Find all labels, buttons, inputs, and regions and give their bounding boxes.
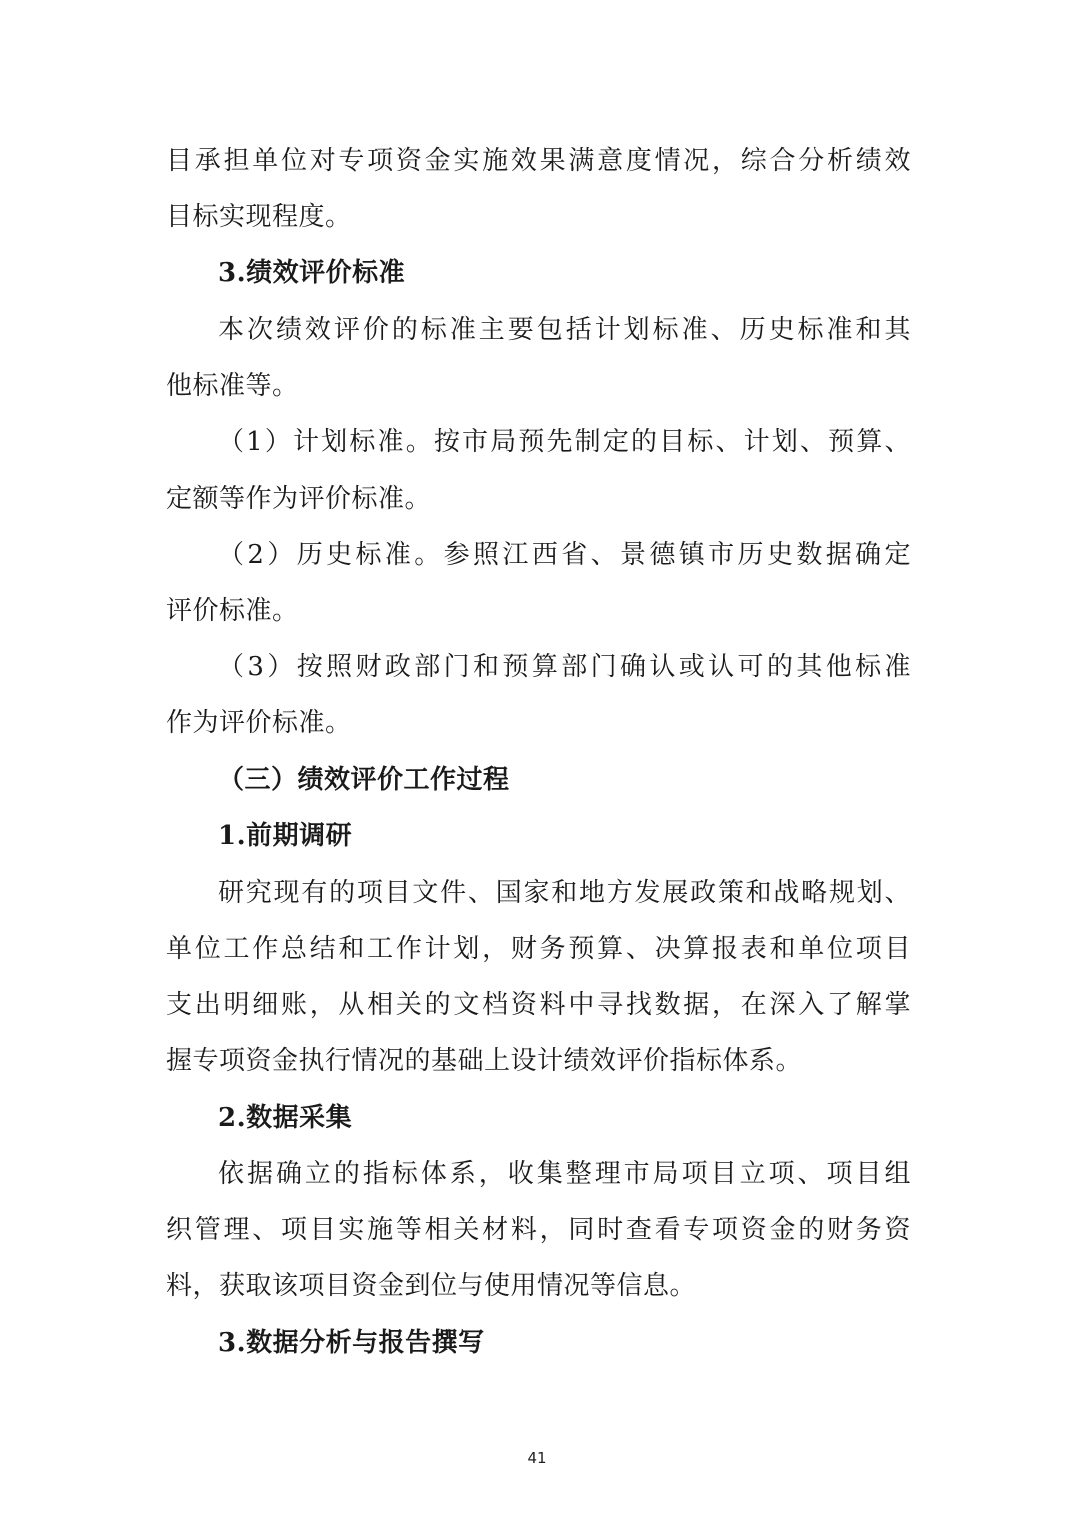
paragraph-line: 料，获取该项目资金到位与使用情况等信息。 xyxy=(166,1271,697,1301)
paragraph-line: 支出明细账，从相关的文档资料中寻找数据，在深入了解掌 xyxy=(166,990,911,1020)
subsection-heading: 1.前期调研 xyxy=(218,821,353,851)
paragraph-line: （2）历史标准。参照江西省、景德镇市历史数据确定 xyxy=(218,540,911,570)
paragraph-line: 依据确立的指标体系，收集整理市局项目立项、项目组 xyxy=(218,1159,911,1189)
section-heading: 3.绩效评价标准 xyxy=(218,258,406,288)
paragraph-line: 目标实现程度。 xyxy=(166,202,352,232)
paragraph-line: 单位工作总结和工作计划，财务预算、决算报表和单位项目 xyxy=(166,934,911,964)
paragraph-line: （1）计划标准。按市局预先制定的目标、计划、预算、 xyxy=(218,427,911,457)
paragraph-line: 目承担单位对专项资金实施效果满意度情况，综合分析绩效 xyxy=(166,146,911,176)
paragraph-line: 评价标准。 xyxy=(166,596,299,626)
page-number: 41 xyxy=(527,1449,547,1467)
paragraph-line: （3）按照财政部门和预算部门确认或认可的其他标准 xyxy=(218,652,911,682)
section-heading: （三）绩效评价工作过程 xyxy=(218,765,510,795)
paragraph-line: 研究现有的项目文件、国家和地方发展政策和战略规划、 xyxy=(218,878,911,908)
paragraph-line: 织管理、项目实施等相关材料，同时查看专项资金的财务资 xyxy=(166,1215,911,1245)
subsection-heading: 2.数据采集 xyxy=(218,1103,353,1133)
paragraph-line: 作为评价标准。 xyxy=(166,708,352,738)
paragraph-line: 他标准等。 xyxy=(166,371,299,401)
paragraph-line: 本次绩效评价的标准主要包括计划标准、历史标准和其 xyxy=(218,315,911,345)
paragraph-line: 握专项资金执行情况的基础上设计绩效评价指标体系。 xyxy=(166,1046,803,1076)
subsection-heading: 3.数据分析与报告撰写 xyxy=(218,1328,485,1358)
paragraph-line: 定额等作为评价标准。 xyxy=(166,484,432,514)
